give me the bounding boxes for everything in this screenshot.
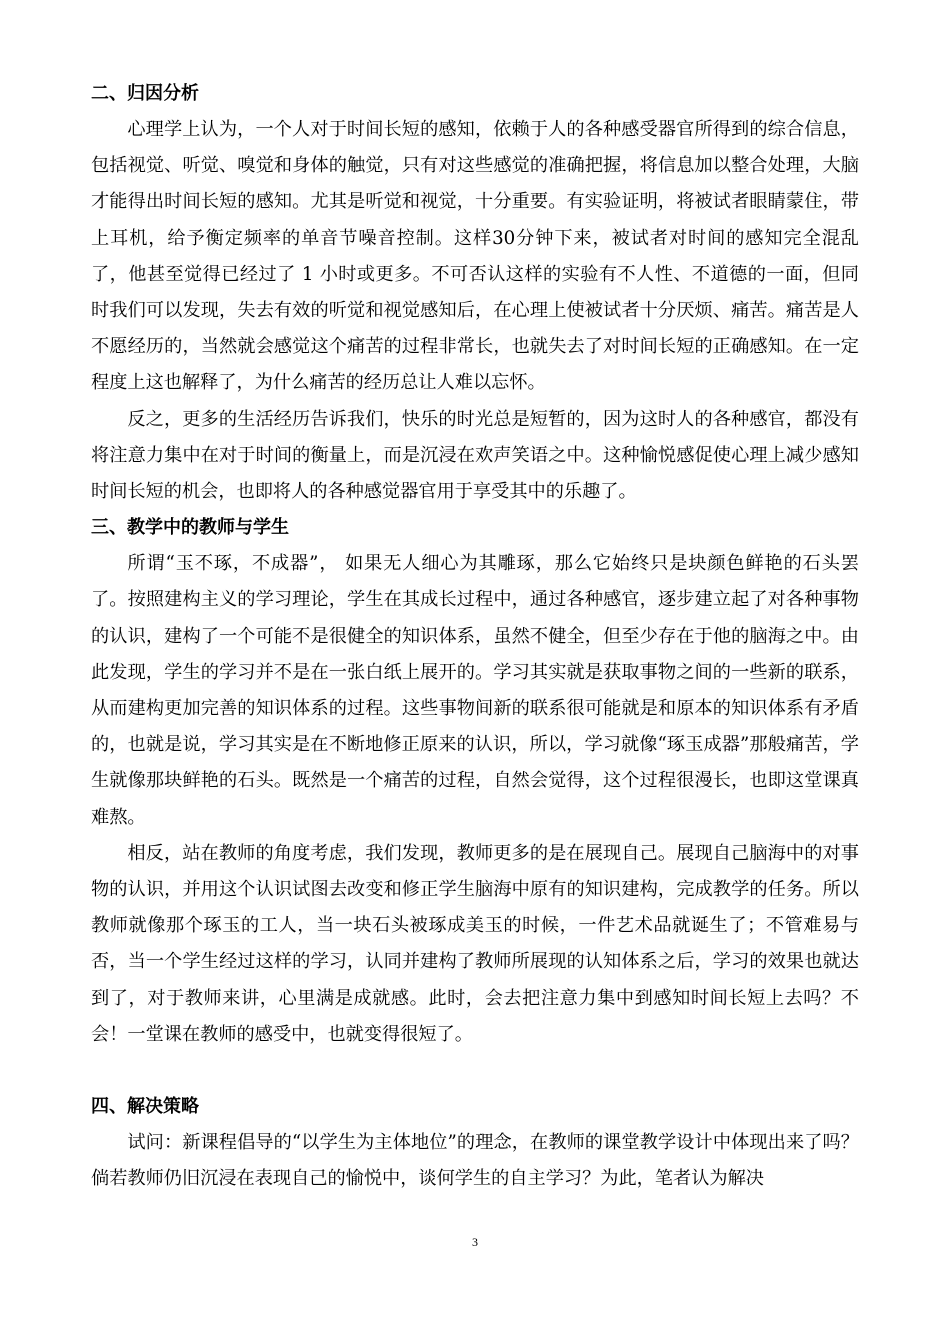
section-heading-solution-strategy: 四、解决策略 [91, 1096, 199, 1118]
paragraph-happy-times: 反之，更多的生活经历告诉我们，快乐的时光总是短暂的，因为这时人的各种感官，都没有将注意力集中在对于时间的衡量上，而是沉浸在欢声笑语之中。这种愉悦感促使心理上减少感知时间长短的机会，也即将人的各种感觉器官用于享受其中的乐趣了。 [91, 408, 859, 503]
paragraph-new-curriculum: 试问：新课程倡导的“以学生为主体地位”的理念，在教师的课堂教学设计中体现出来了吗？倘若教师仍旧沉浸在表现自己的愉悦中，谈何学生的自主学习？为此，笔者认为解决 [91, 1132, 859, 1190]
page-number: 3 [472, 1235, 478, 1249]
paragraph-teacher-perspective: 相反，站在教师的角度考虑，我们发现，教师更多的是在展现自己。展现自己脑海中的对事物的认识，并用这个认识试图去改变和修正学生脑海中原有的知识建构，完成教学的任务。所以教师就像那个琢玉的工人，当一块石头被琢成美玉的时候，一件艺术品就诞生了；不管难易与否，当一个学生经过这样的学习，认同并建构了教师所展现的认知体系之后，学习的效果也就达到了，对于教师来讲，心里满是成就感。此时，会去把注意力集中到感知时间长短上去吗？不会！一堂课在教师的感受中，也就变得很短了。 [91, 842, 859, 1045]
section-heading-teacher-student: 三、教学中的教师与学生 [91, 517, 289, 539]
paragraph-psychology-perception: 心理学上认为，一个人对于时间长短的感知，依赖于人的各种感受器官所得到的综合信息，包括视觉、听觉、嗅觉和身体的触觉，只有对这些感觉的准确把握，将信息加以整合处理，大脑才能得出时间长短的感知。尤其是听觉和视觉，十分重要。有实验证明，将被试者眼睛蒙住，带上耳机，给予衡定频率的单音节噪音控制。这样30分钟下来，被试者对时间的感知完全混乱了，他甚至觉得已经过了 1 小时或更多。不可否认这样的实验有不人性、不道德的一面，但同时我们可以发现，失去有效的听觉和视觉感知后，在心理上使被试者十分厌烦、痛苦。痛苦是人不愿经历的，当然就会感觉这个痛苦的过程非常长，也就失去了对时间长短的正确感知。在一定程度上这也解释了，为什么痛苦的经历总让人难以忘怀。 [91, 119, 859, 394]
paragraph-jade-carving: 所谓“玉不琢，不成器”， 如果无人细心为其雕琢，那么它始终只是块颜色鲜艳的石头罢了。按照建构主义的学习理论，学生在其成长过程中，通过各种感官，逐步建立起了对各种事物的认识，建构了一个可能不是很健全的知识体系，虽然不健全，但至少存在于他的脑海之中。由此发现，学生的学习并不是在一张白纸上展开的。学习其实就是获取事物之间的一些新的联系，从而建构更加完善的知识体系的过程。这些事物间新的联系很可能就是和原本的知识体系有矛盾的，也就是说，学习其实是在不断地修正原来的认识，所以，学习就像“琢玉成器”那般痛苦，学生就像那块鲜艳的石头。既然是一个痛苦的过程，自然会觉得，这个过程很漫长，也即这堂课真难熬。 [91, 553, 859, 828]
section-heading-attribution-analysis: 二、归因分析 [91, 83, 199, 104]
page-body [91, 76, 859, 1197]
section-gap [91, 1053, 859, 1089]
